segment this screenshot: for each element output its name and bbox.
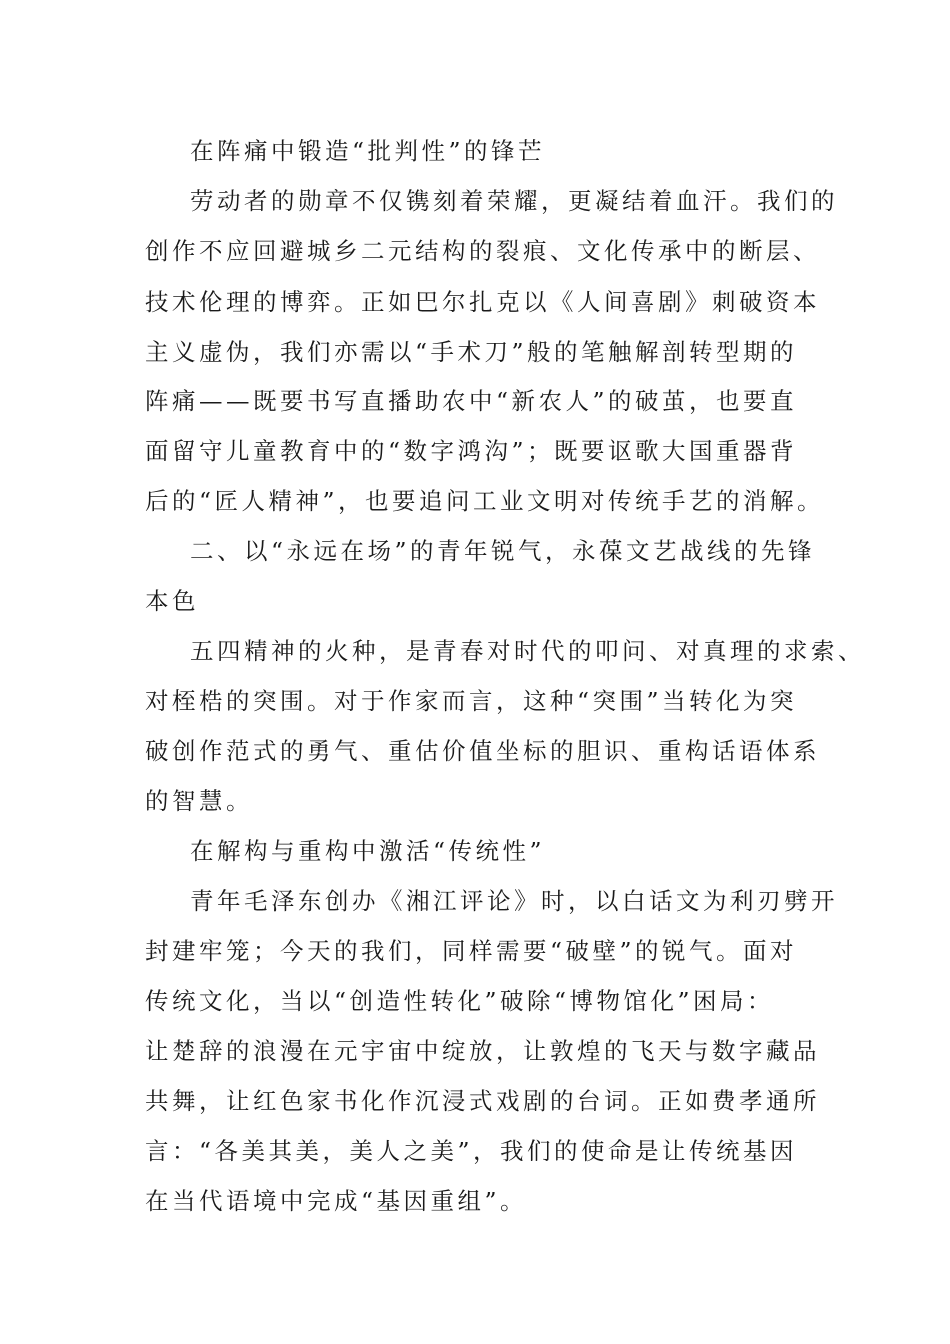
- paragraph-line: 在当代语境中完成“基因重组”。: [145, 1187, 528, 1215]
- paragraph-line: 面留守儿童教育中的“数字鸿沟”；既要讴歌大国重器背: [145, 437, 798, 465]
- paragraph-line: 封建牢笼；今天的我们，同样需要“破壁”的锐气。面对: [145, 937, 798, 965]
- paragraph-line: 五四精神的火种，是青春对时代的叩问、对真理的求索、: [190, 637, 865, 665]
- subheading-critical: 在阵痛中锻造“批判性”的锋芒: [190, 137, 546, 165]
- paragraph-line: 言：“各美其美，美人之美”，我们的使命是让传统基因: [145, 1137, 798, 1165]
- section-heading-continued: 本色: [145, 587, 199, 615]
- paragraph-line: 青年毛泽东创办《湘江评论》时，以白话文为利刃劈开: [190, 887, 838, 915]
- paragraph-line: 破创作范式的勇气、重估价值坐标的胆识、重构话语体系: [145, 737, 820, 765]
- paragraph-line: 让楚辞的浪漫在元宇宙中绽放，让敦煌的飞天与数字藏品: [145, 1037, 820, 1065]
- paragraph-line: 的智慧。: [145, 787, 253, 815]
- paragraph-line: 传统文化，当以“创造性转化”破除“博物馆化”困局：: [145, 987, 775, 1015]
- paragraph-line: 后的“匠人精神”，也要追问工业文明对传统手艺的消解。: [145, 487, 825, 515]
- paragraph-line: 对桎梏的突围。对于作家而言，这种“突围”当转化为突: [145, 687, 798, 715]
- subheading-tradition: 在解构与重构中激活“传统性”: [190, 837, 546, 865]
- paragraph-line: 技术伦理的博弈。正如巴尔扎克以《人间喜剧》刺破资本: [145, 288, 820, 316]
- paragraph-line: 主义虚伪，我们亦需以“手术刀”般的笔触解剖转型期的: [145, 338, 798, 366]
- paragraph-line: 共舞，让红色家书化作沉浸式戏剧的台词。正如费孝通所: [145, 1087, 820, 1115]
- paragraph-line: 阵痛——既要书写直播助农中“新农人”的破茧，也要直: [145, 387, 798, 415]
- paragraph-line: 创作不应回避城乡二元结构的裂痕、文化传承中的断层、: [145, 237, 820, 265]
- section-heading: 二、以“永远在场”的青年锐气，永葆文艺战线的先锋: [190, 537, 816, 565]
- paragraph-line: 劳动者的勋章不仅镌刻着荣耀，更凝结着血汗。我们的: [190, 187, 838, 215]
